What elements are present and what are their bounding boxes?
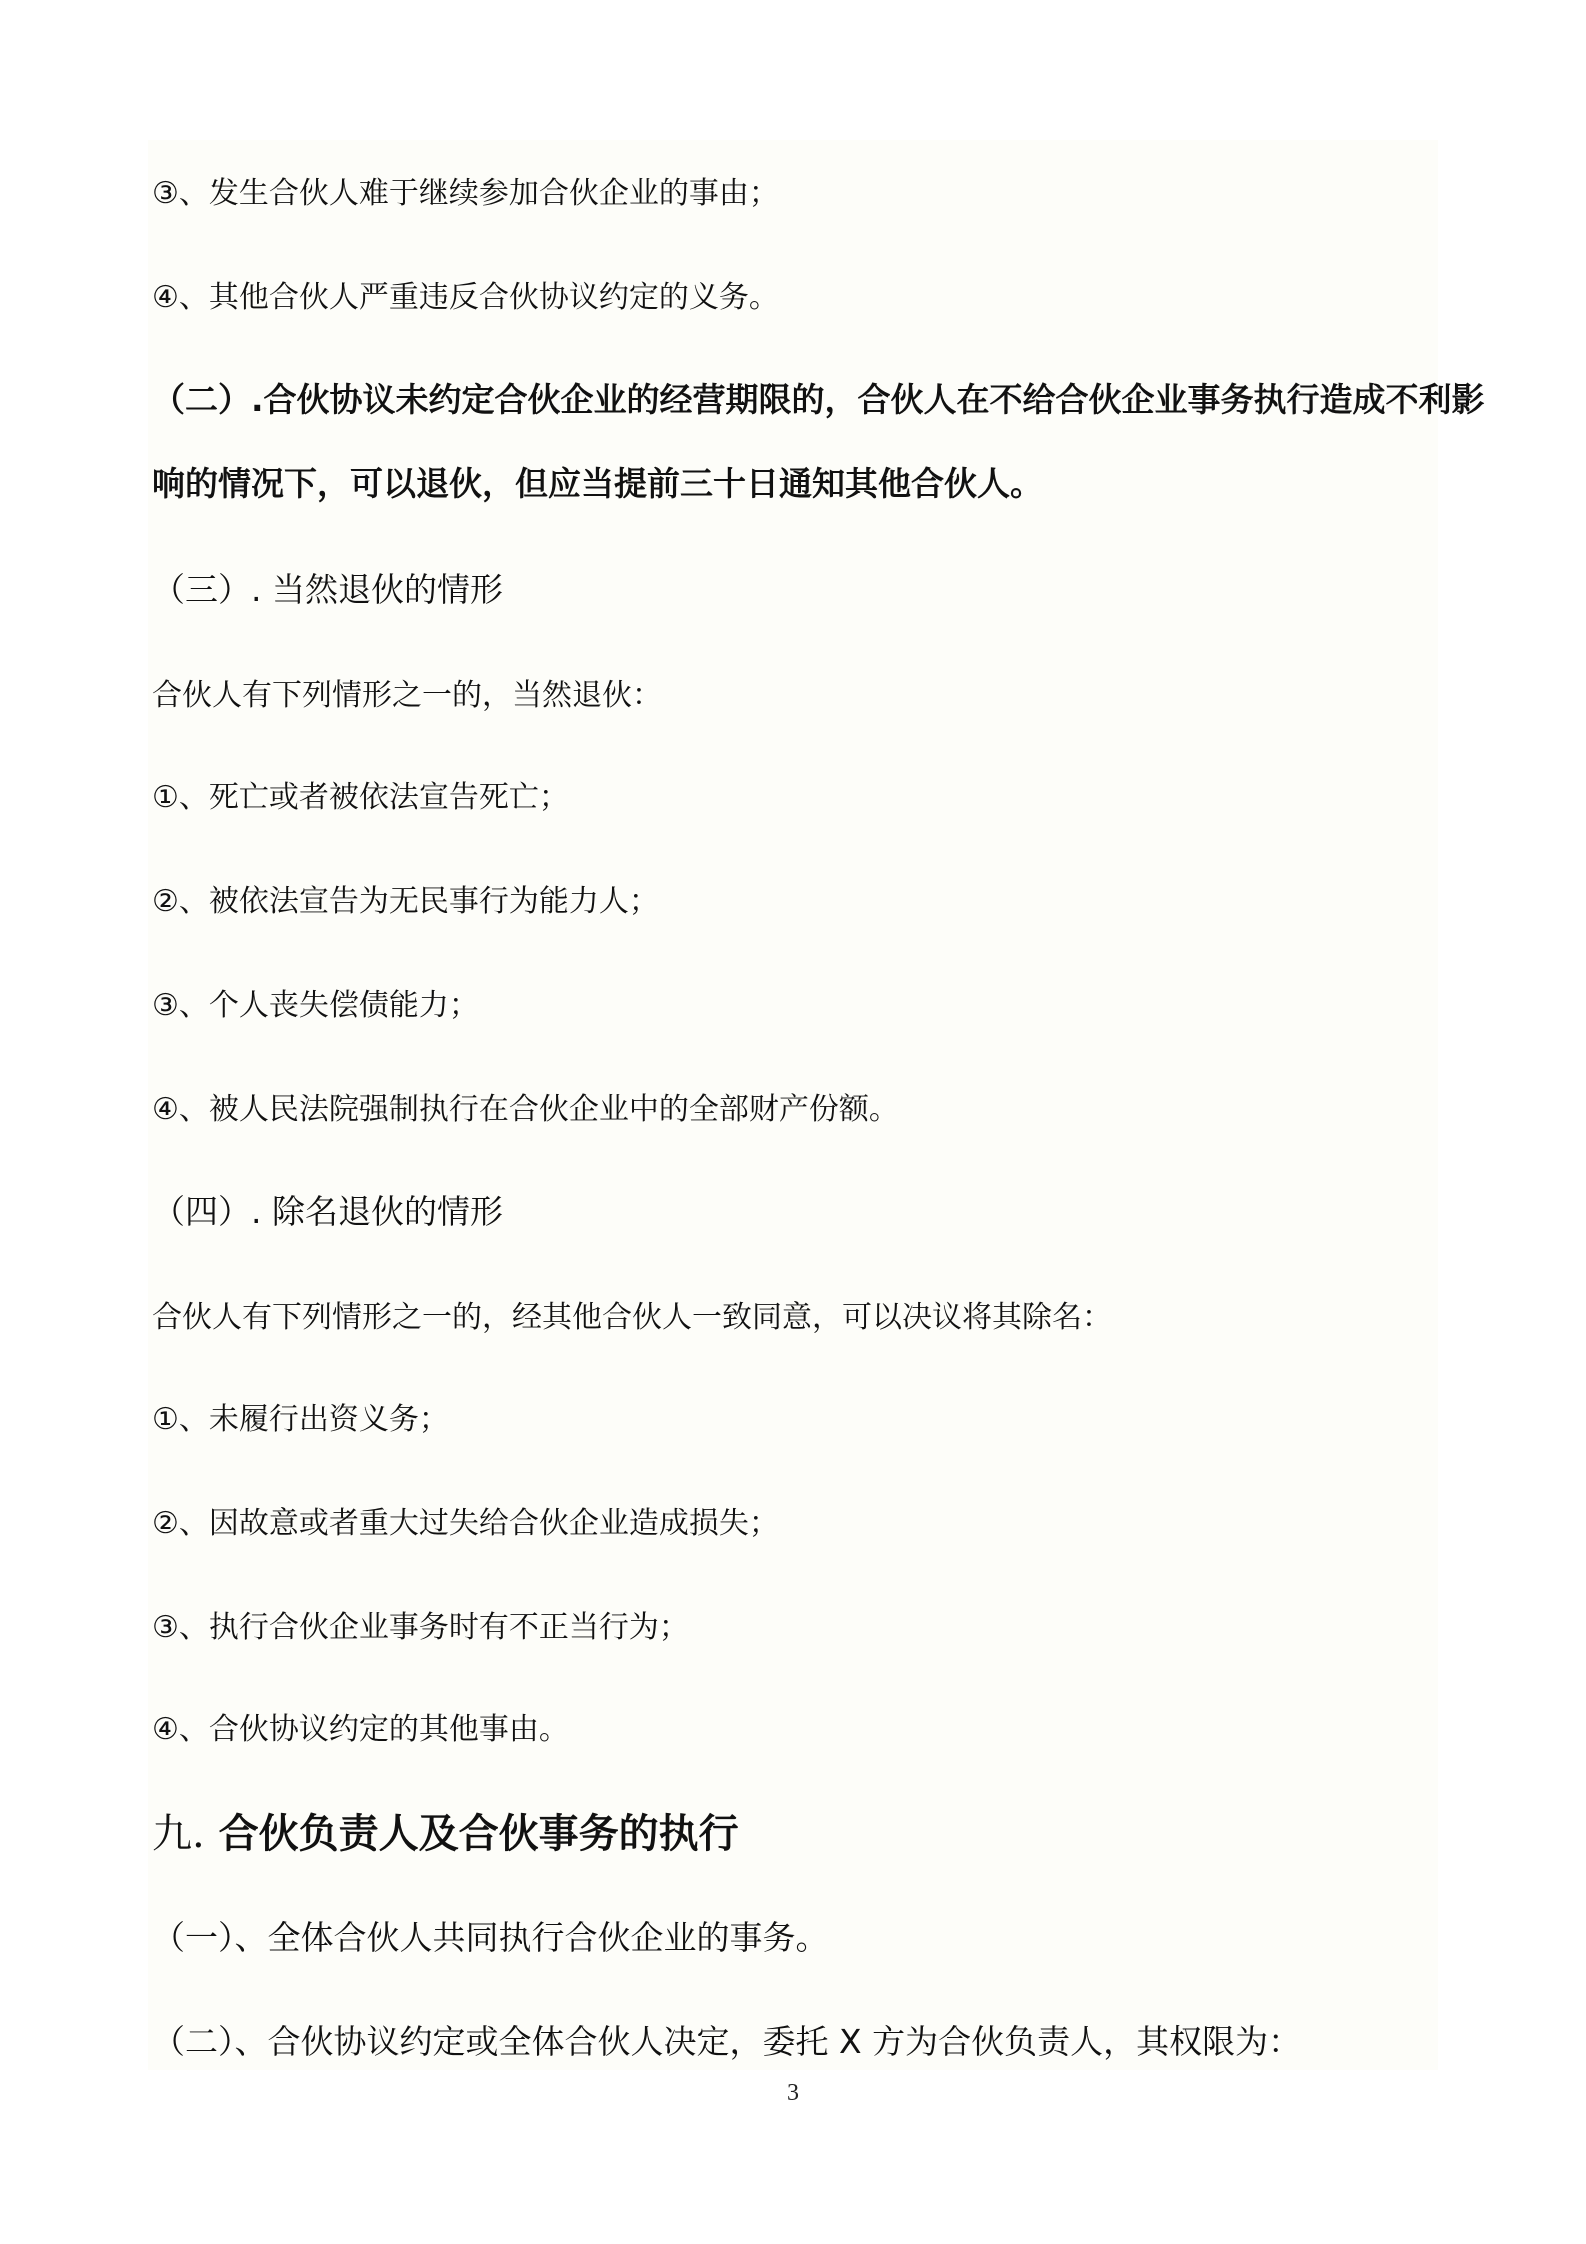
subsection-heading: （三）. 当然退伙的情形 bbox=[152, 570, 503, 609]
clause-line: ①、未履行出资义务； bbox=[152, 1402, 449, 1437]
clause-line: ③、个人丧失偿债能力； bbox=[152, 988, 479, 1023]
clause-line: ④、合伙协议约定的其他事由。 bbox=[152, 1712, 569, 1747]
clause-line: ④、其他合伙人严重违反合伙协议约定的义务。 bbox=[152, 280, 779, 315]
clause-line: 合伙人有下列情形之一的，经其他合伙人一致同意，可以决议将其除名： bbox=[152, 1300, 1112, 1335]
clause-line: ②、因故意或者重大过失给合伙企业造成损失； bbox=[152, 1506, 779, 1541]
page-number: 3 bbox=[787, 2080, 799, 2106]
paragraph-line: （一）、全体合伙人共同执行合伙企业的事务。 bbox=[152, 1918, 829, 1957]
clause-line: ③、执行合伙企业事务时有不正当行为； bbox=[152, 1610, 689, 1645]
paragraph-line: （二）.合伙协议未约定合伙企业的经营期限的，合伙人在不给合伙企业事务执行造成不利影 bbox=[152, 380, 1485, 419]
paragraph-line: 响的情况下，可以退伙，但应当提前三十日通知其他合伙人。 bbox=[152, 464, 1043, 503]
section-heading bbox=[152, 1802, 739, 1859]
clause-line: ③、发生合伙人难于继续参加合伙企业的事由； bbox=[152, 176, 779, 211]
clause-line: ②、被依法宣告为无民事行为能力人； bbox=[152, 884, 659, 919]
section-number: 九. bbox=[152, 1811, 205, 1857]
clause-line: 合伙人有下列情形之一的，当然退伙： bbox=[152, 678, 662, 713]
section-title-text: 合伙负责人及合伙事务的执行 bbox=[218, 1811, 739, 1857]
paragraph-line: （二）、合伙协议约定或全体合伙人决定，委托 X 方为合伙负责人，其权限为： bbox=[152, 2022, 1302, 2061]
subsection-heading: （四）. 除名退伙的情形 bbox=[152, 1192, 503, 1231]
clause-line: ①、死亡或者被依法宣告死亡； bbox=[152, 780, 569, 815]
clause-line: ④、被人民法院强制执行在合伙企业中的全部财产份额。 bbox=[152, 1092, 899, 1127]
